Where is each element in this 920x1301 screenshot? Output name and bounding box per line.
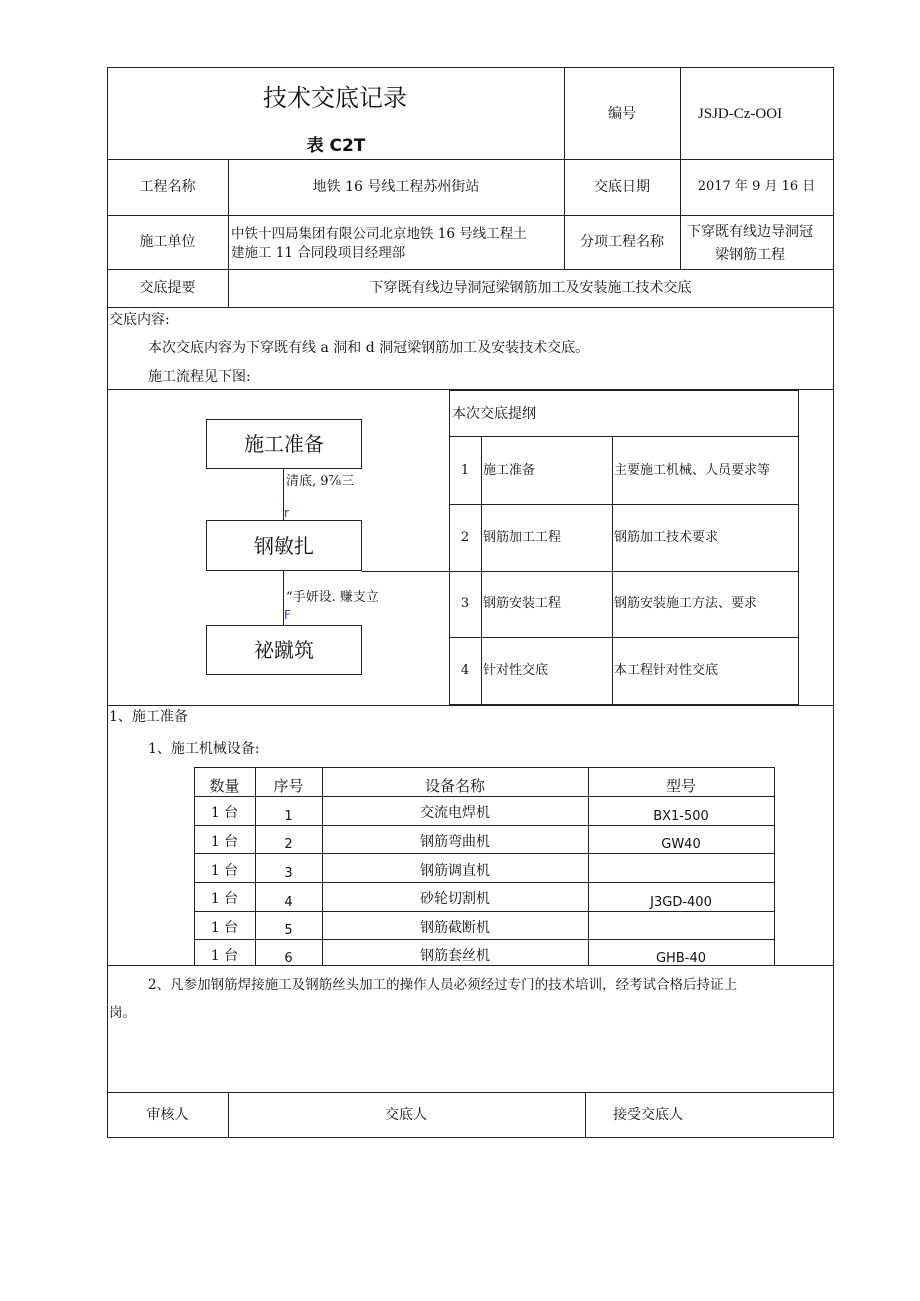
outline-row-no: 1 [460,463,470,478]
outline-row-item: 施工准备 [483,463,536,478]
flow-label-1: 清底, 9⅞三 [286,474,355,489]
disclosure-date: 2017 年 9 月 16 日 [697,179,816,194]
equipment-no: 5 [284,923,293,938]
flow-box-rebar-label: 钢敏扎 [254,534,314,558]
subproject-label: 分项工程名称 [580,234,664,250]
unit-line1: 中铁十四局集团有限公司北京地铁 16 号线工程土 [231,226,527,242]
discloser-label: 交底人 [385,1107,427,1123]
receiver-label: 接受交底人 [613,1107,683,1123]
equipment-name: 钢筋调直机 [420,863,490,879]
equipment-header-model: 型号 [665,777,696,795]
equipment-qty: 1 台 [210,920,239,936]
outline-row-desc: 钢筋安装施工方法、要求 [614,596,758,611]
date-label: 交底日期 [594,179,650,195]
equipment-no: 1 [284,809,293,824]
flow-box-rebar [206,520,362,571]
equipment-model: BX1-500 [653,809,709,824]
equipment-qty: 1 台 [210,891,239,907]
code-value: JSJD-Cz-OOI [697,106,783,122]
flow-divider [362,571,449,572]
unit-label: 施工单位 [139,234,196,250]
form-number: 表 C2T [306,136,366,156]
equipment-qty: 1 台 [210,805,239,821]
summary-label: 交底提要 [139,280,196,296]
equipment-no: 6 [284,951,293,966]
equipment-header-qty: 数量 [209,777,240,795]
outline-row-no: 3 [460,596,470,611]
outline-row-desc: 主要施工机械、人员要求等 [614,463,771,478]
equipment-name: 砂轮切割机 [420,891,490,907]
outline-row-item: 针对性交底 [483,663,549,678]
flow-box-prep [206,419,362,469]
flow-box-pour [206,625,362,675]
flow-box-pour-label: 祕蹴筑 [254,638,314,662]
equipment-name: 钢筋套丝机 [420,948,490,964]
section1-heading: 1、施工准备 [109,709,188,725]
outline-title: 本次交底提纲 [452,406,536,422]
subproject-line2: 梁钢筋工程 [715,247,785,263]
equipment-qty: 1 台 [210,834,239,850]
reviewer-label: 审核人 [146,1107,189,1123]
equipment-header-no: 序号 [273,777,304,795]
unit-line2: 建施工 11 合同段项目经理部 [231,245,406,261]
project-name: 地铁 16 号线工程苏州街站 [312,179,480,195]
flow-box-prep-label: 施工准备 [244,432,324,456]
training-line1: 2、凡参加钢筋焊接施工及钢筋丝头加工的操作人员必须经过专门的技术培训，经考试合格后持证上 [148,977,738,993]
equipment-model: J3GD-400 [650,895,712,910]
outline-row-no: 4 [460,663,470,678]
outline-row-no: 2 [460,530,470,545]
document-title: 技术交底记录 [263,84,407,112]
flow-label-2: “手妍设. 赚支立 [286,590,379,605]
flow-arrow-2: F [284,608,291,622]
section1-sub: 1、施工机械设备: [148,741,260,757]
code-label: 编号 [608,106,636,122]
equipment-name: 钢筋截断机 [420,920,490,936]
equipment-no: 4 [284,895,293,910]
project-name-label: 工程名称 [139,179,196,195]
outline-row-item: 钢筋安装工程 [483,596,562,611]
training-line2: 岗。 [109,1005,136,1021]
equipment-header-name: 设备名称 [424,777,485,795]
equipment-model: GHB-40 [655,951,706,966]
equipment-no: 3 [284,866,293,881]
equipment-model: GW40 [661,837,701,852]
equipment-no: 2 [284,837,293,852]
equipment-qty: 1 台 [210,948,239,964]
outline-row-item: 钢筋加工工程 [483,530,562,545]
equipment-qty: 1 台 [210,863,239,879]
content-heading: 交底内容: [109,312,170,328]
content-intro: 本次交底内容为下穿既有线 a 洞和 d 洞冠梁钢筋加工及安装技术交底。 [148,340,590,356]
flow-intro: 施工流程见下图: [148,369,251,385]
equipment-name: 交流电焊机 [420,805,490,821]
equipment-name: 钢筋弯曲机 [420,834,490,850]
outline-row-desc: 钢筋加工技术要求 [614,530,719,545]
summary-text: 下穿既有线边导洞冠梁钢筋加工及安装施工技术交底 [369,280,692,296]
subproject-line1: 下穿既有线边导洞冠 [687,224,813,240]
flow-arrow-1: r [284,506,289,520]
outline-row-desc: 本工程针对性交底 [614,663,719,678]
